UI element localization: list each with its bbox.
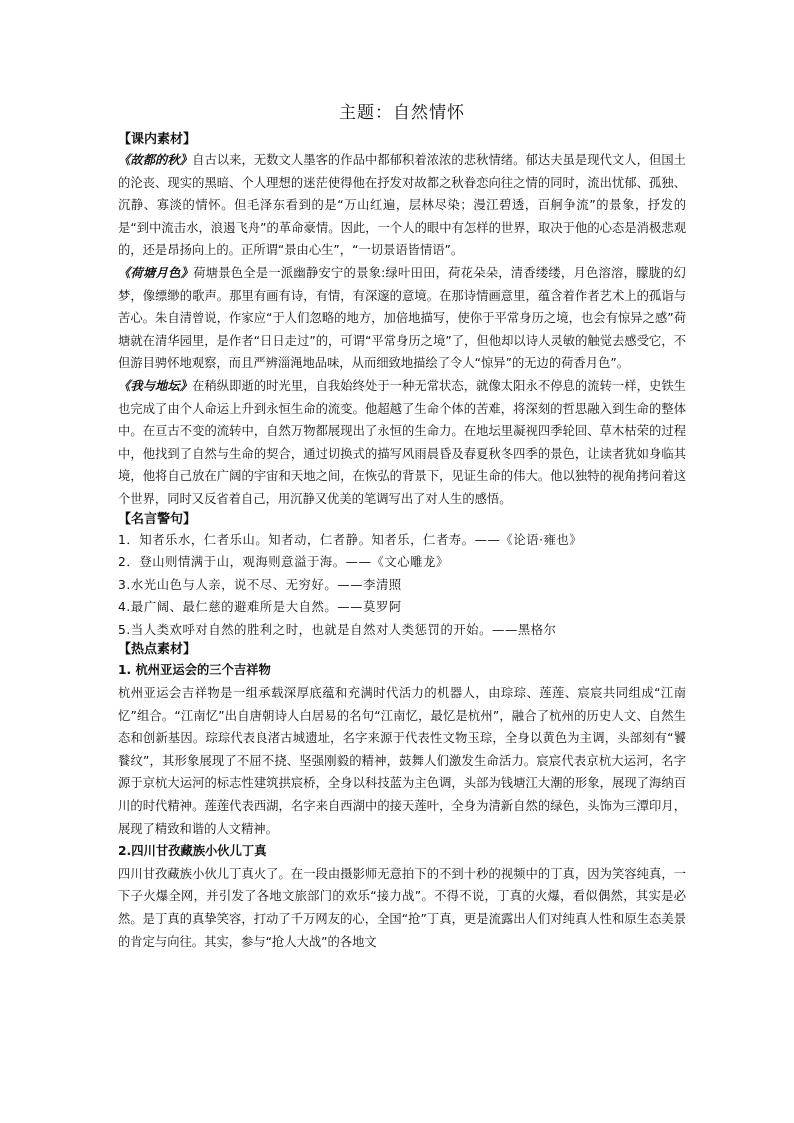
book-title: 《荷塘月色》	[118, 265, 194, 280]
paragraph-text: 荷塘景色全是一派幽静安宁的景象:绿叶田田，荷花朵朵，清香缕缕，月色溶溶，朦胧的幻梦，像缥缈的歌声。那里有画有诗，有情，有深邃的意境。在那诗情画意里，蕴含着作者艺术上的孤诣与苦心。朱自清曾说，作家应“于人们忽略的地方，加倍地描写，使你于平常身历之境，也会有惊异之感”荷塘就在清华园里，是作者“日日走过”的，可谓“平常身历之境”了，但他却以诗人灵敏的触觉去感受它，不但游目骋怀地观察，而且严辨淄渑地品味，从而细致地描绘了令人“惊异”的无边的荷香月色”。	[118, 265, 686, 371]
document-page	[118, 98, 686, 953]
book-title: 《我与地坛》	[118, 378, 193, 393]
quote-item: 5.当人类欢呼对自然的胜利之时，也就是自然对人类惩罚的开始。——黑格尔	[118, 622, 557, 637]
paragraph-asian-games-mascots: 杭州亚运会吉祥物是一组承载深厚底蕴和充满时代活力的机器人，由琮琮、莲莲、宸宸共同组成“江南忆”组合。“江南忆”出自唐朝诗人白居易的名句“江南忆，最忆是杭州”，融合了杭州的历史人文、自然生态和创新基因。琮琮代表良渚古城遗址，名字来源于代表性文物玉琮，全身以黄色为主调，头部刻有“饕餮纹”，其形象展现了不屈不挠、坚强刚毅的精神，鼓舞人们激发生命活力。宸宸代表京杭大运河，名字源于京杭大运河的标志性建筑拱宸桥，全身以科技蓝为主色调，头部为钱塘江大潮的形象，展现了海纳百川的时代精神。莲莲代表西湖，名字来自西湖中的接天莲叶，全身为清新自然的绿色，头饰为三潭印月，展现了精致和谐的人文精神。	[118, 686, 686, 836]
quote-item: 4.最广阔、最仁慈的避难所是大自然。——莫罗阿	[118, 600, 402, 615]
paragraph-dingzhen: 四川甘孜藏族小伙儿丁真火了。在一段由摄影师无意拍下的不到十秒的视频中的丁真，因为笑容纯真，一下子火爆全网，并引发了各地文旅部门的欢乐“接力战”。不得不说，丁真的火爆，看似偶然，其实是必然。是丁真的真挚笑容，打动了千万网友的心，全国“抢”丁真，更是流露出人们对纯真人性和原生态美景的肯定与向往。其实，参与“抢人大战”的各地文	[118, 866, 686, 949]
paragraph-gudu-de-qiu	[118, 149, 686, 262]
paragraph-text: 在稍纵即逝的时光里，自我始终处于一种无常状态，就像太阳永不停息的流转一样，史铁生也完成了由个人命运上升到永恒生命的流变。他超越了生命个体的苦难，将深刻的哲思融入到生命的整体中。在亘古不变的流转中，自然万物都展现出了永恒的生命力。在地坛里凝视四季轮回、草木枯荣的过程中，他找到了自然与生命的契合，通过切换式的描写风雨晨昏及春夏秋冬四季的景色，让读者犹如身临其境，他将自己放在广阔的宇宙和天地之间，在恢弘的背景下，见证生命的伟大。他以独特的视角拷问着这个世界，同时又反省着自己，用沉静又优美的笔调写出了对人生的感悟。	[118, 378, 686, 506]
section-heading-in-class: 【课内素材】	[118, 132, 197, 147]
hot-subheading: 1. 杭州亚运会的三个吉祥物	[118, 663, 271, 678]
paragraph-hetang-yuese	[118, 262, 686, 375]
section-heading-hot: 【热点素材】	[118, 642, 197, 658]
paragraph-wo-yu-ditan	[118, 375, 686, 511]
book-title: 《故都的秋》	[118, 153, 193, 167]
quote-item: 2．登山则情满于山，观海则意溢于海。——《文心雕龙》	[118, 555, 449, 570]
quote-item: 3.水光山色与人亲，说不尽、无穷好。——李清照	[118, 577, 402, 592]
section-heading-quotes: 【名言警句】	[118, 511, 197, 527]
page-title: 主题：自然情怀	[339, 103, 465, 123]
hot-subheading: 2.四川甘孜藏族小伙儿丁真	[118, 844, 267, 859]
quote-item: 1．知者乐水，仁者乐山。知者动，仁者静。知者乐，仁者寿。——《论语·雍也》	[118, 532, 583, 547]
paragraph-text: 自古以来，无数文人墨客的作品中都郁积着浓浓的悲秋情绪。郁达夫虽是现代文人，但国土的沦丧、现实的黑暗、个人理想的迷茫使得他在抒发对故都之秋眷恋向往之情的同时，流出忧郁、孤独、沉静、寡淡的情怀。但毛泽东看到的是“万山红遍，层林尽染；漫江碧透，百舸争流”的景象，抒发的是“到中流击水，浪遏飞舟”的革命豪情。因此，一个人的眼中有怎样的世界，取决于他的心态是消极悲观的，还是昂扬向上的。正所谓“景由心生”，“一切景语皆情语”。	[118, 153, 686, 258]
